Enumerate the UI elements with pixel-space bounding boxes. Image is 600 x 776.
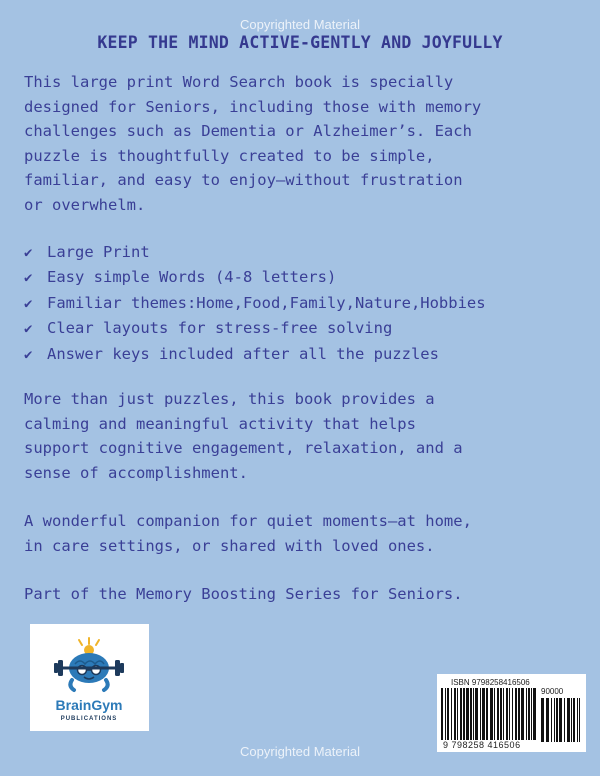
brain-gym-logo-icon [30, 624, 149, 731]
checkmark-icon: ✔ [24, 295, 33, 312]
checkmark-icon: ✔ [24, 245, 33, 261]
feature-label: Familiar themes:Home,Food,Family,Nature,Hobbies [47, 293, 486, 312]
feature-item [24, 291, 486, 316]
page-title: KEEP THE MIND ACTIVE-GENTLY AND JOYFULLY [97, 33, 503, 52]
feature-item [24, 240, 486, 265]
intro-paragraph: This large print Word Search book is specially designed for Seniors, including those with memory challenges such as Dementia or Alzheimer’s. Each puzzle is thoughtfully created to be simple, familiar, and easy to enjoy—without frustration or overwhelm. [24, 73, 482, 214]
description-paragraph: More than just puzzles, this book provides a calming and meaningful activity that helps support cognitive engagement, relaxation, and a sense of accomplishment. [24, 390, 463, 482]
feature-label: Easy simple Words (4-8 letters) [47, 268, 337, 287]
feature-item [24, 342, 486, 367]
price-code: 90000 [541, 687, 564, 696]
feature-list [24, 240, 486, 367]
watermark-bottom: Copyrighted Material [240, 744, 360, 759]
logo-name: BrainGym [55, 697, 123, 713]
checkmark-icon: ✔ [24, 321, 33, 338]
barcode-bars-icon [441, 688, 539, 740]
feature-item [24, 316, 486, 341]
series-paragraph: Part of the Memory Boosting Series for Seniors. [24, 585, 463, 603]
publisher-logo [30, 624, 149, 731]
checkmark-icon: ✔ [24, 346, 33, 363]
feature-label: Answer keys included after all the puzzles [47, 344, 439, 363]
feature-label: Clear layouts for stress-free solving [47, 319, 393, 338]
watermark-top: Copyrighted Material [240, 17, 360, 32]
checkmark-icon: ✔ [24, 270, 33, 287]
isbn-digits: 9 798258 416506 [443, 740, 521, 750]
barcode-addon-bars-icon [541, 698, 581, 742]
feature-label: Large Print [47, 243, 150, 261]
isbn-label: ISBN 9798258416506 [451, 678, 530, 687]
isbn-barcode [437, 674, 586, 752]
logo-subtitle: PUBLICATIONS [60, 716, 118, 722]
companion-paragraph: A wonderful companion for quiet moments—at home, in care settings, or shared with loved ones. [24, 512, 472, 555]
feature-item [24, 265, 486, 290]
